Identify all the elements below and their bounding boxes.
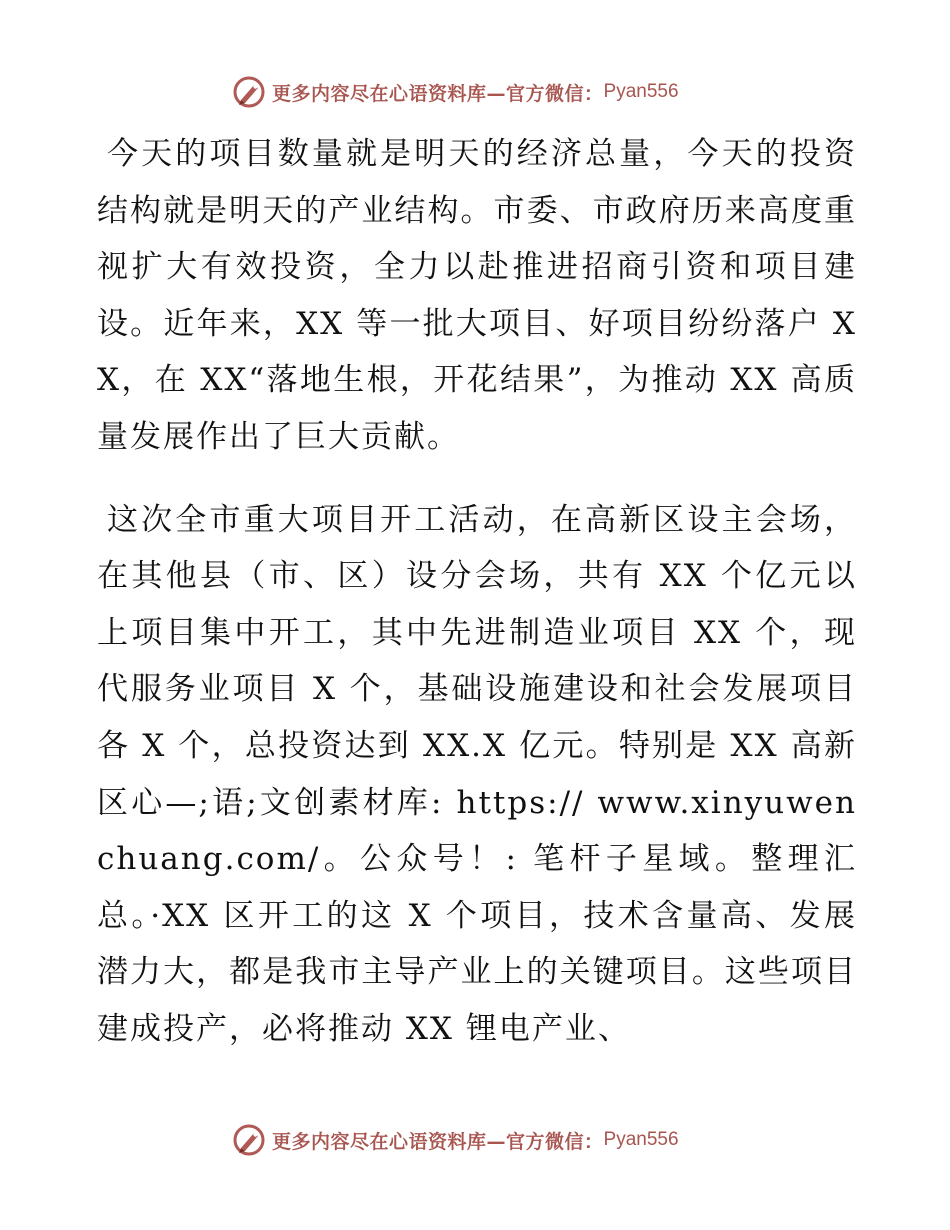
document-body bbox=[97, 126, 857, 1058]
paragraph-1: 今天的项目数量就是明天的经济总量，今天的投资结构就是明天的产业结构。市委、市政府历来高度重视扩大有效投资，全力以赴推进招商引资和项目建设。近年来，XX 等一批大项目、好项目纷纷落户 XX，在 XX“落地生根，开花结果”，为推动 XX 高质量发展作出了巨大贡献。 bbox=[97, 136, 857, 455]
footer-banner bbox=[232, 1120, 679, 1160]
header-banner-contact: Pyan556 bbox=[603, 81, 679, 102]
header-banner bbox=[232, 72, 679, 112]
header-banner-text: 更多内容尽在心语资料库—官方微信： bbox=[272, 82, 604, 105]
pen-logo-icon bbox=[232, 75, 266, 109]
pen-logo-icon bbox=[232, 1123, 266, 1157]
paragraph-2: 这次全市重大项目开工活动，在高新区设主会场，在其他县（市、区）设分会场，共有 XX 个亿元以上项目集中开工，其中先进制造业项目 XX 个，现代服务业项目 X 个，基础设施建设和社会发展项目各 X 个，总投资达到 XX.X 亿元。特别是 XX 高新区心—;语;文创素材库: https:// www.xinyuwenchuang.com/。公众号！: 笔杆子星域。整理汇总。·XX 区开工的这 X 个项目，技术含量高、发展潜力大，都是我市主导产业上的关键项目。这些项目建成投产，必将推动 XX 锂电产业、 bbox=[97, 501, 857, 1047]
footer-banner-text: 更多内容尽在心语资料库—官方微信： bbox=[272, 1130, 604, 1153]
footer-banner-contact: Pyan556 bbox=[603, 1129, 679, 1150]
